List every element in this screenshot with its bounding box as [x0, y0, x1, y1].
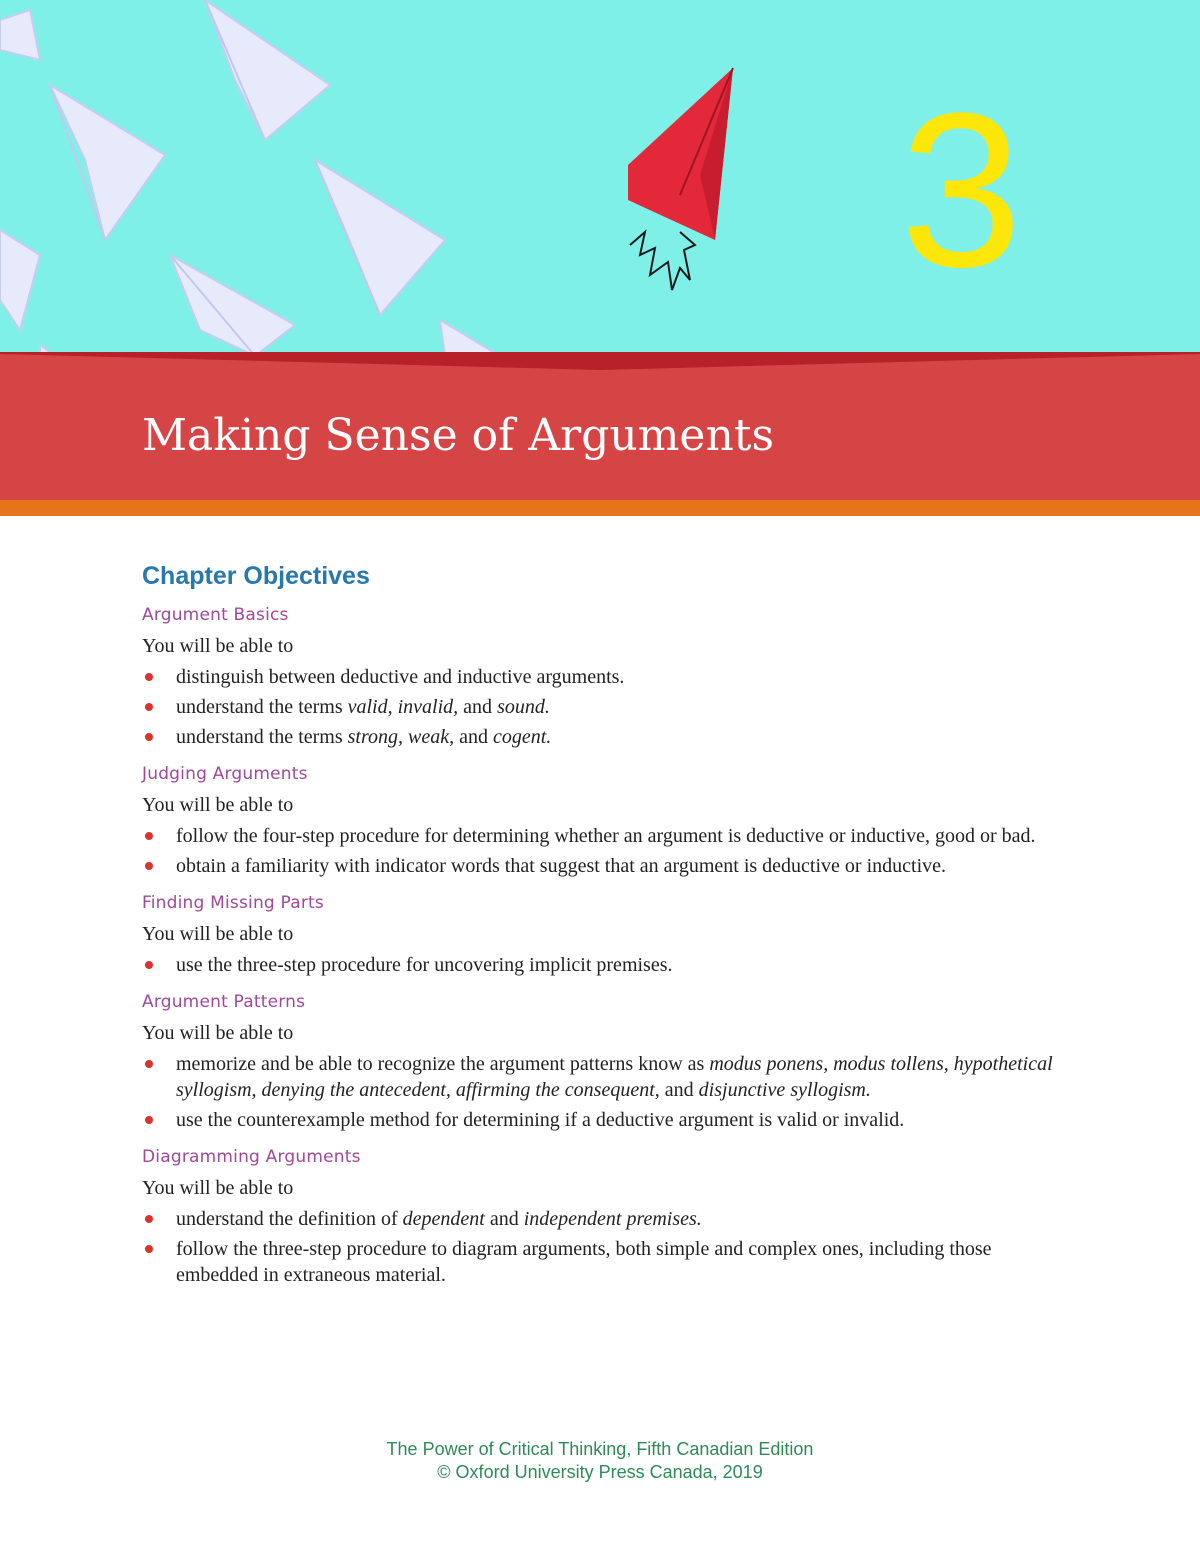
paper-plane-white [440, 320, 500, 356]
item-text: understand the terms [176, 726, 348, 748]
objective-list [142, 823, 1062, 879]
objective-section [142, 764, 1062, 879]
item-term: sound. [497, 696, 550, 718]
item-text: follow the three-step procedure to diagram arguments, both simple and complex ones, including those embedded in extraneous material. [176, 1238, 992, 1286]
item-text: distinguish between deductive and inductive arguments. [176, 666, 625, 688]
item-term: modus ponens, modus tollens, hypothetical syllogism, denying the antecedent, affirming the consequent, [176, 1053, 1053, 1101]
bullet-icon [145, 1116, 153, 1124]
item-text: and [659, 1079, 699, 1101]
section-intro: You will be able to [142, 794, 294, 816]
item-text: obtain a familiarity with indicator words that suggest that an argument is deductive or inductive. [176, 855, 946, 877]
list-item [142, 1051, 1062, 1103]
paper-plane-white [50, 85, 165, 240]
chapter-number: 3 [900, 67, 1023, 313]
item-term: disjunctive syllogism. [698, 1079, 871, 1101]
section-heading: Finding Missing Parts [142, 893, 324, 913]
paper-plane-white [205, 0, 330, 140]
section-intro: You will be able to [142, 923, 294, 945]
item-text: understand the terms [176, 696, 348, 718]
item-text: and [484, 1208, 524, 1230]
red-paper-plane [628, 68, 733, 240]
bullet-icon [145, 703, 153, 711]
list-item [142, 724, 1062, 750]
list-item [142, 1206, 1062, 1232]
section-intro: You will be able to [142, 1022, 294, 1044]
item-text: memorize and be able to recognize the argument patterns know as [176, 1053, 710, 1075]
bullet-icon [145, 862, 153, 870]
objective-list [142, 1051, 1062, 1133]
list-item [142, 952, 1062, 978]
bullet-icon [145, 1060, 153, 1068]
objective-list [142, 1206, 1062, 1288]
objective-section [142, 1147, 1062, 1288]
bullet-icon [145, 1215, 153, 1223]
item-term: independent premises. [523, 1208, 702, 1230]
section-heading: Argument Patterns [142, 992, 306, 1012]
section-intro: You will be able to [142, 635, 294, 657]
footer-copyright: © Oxford University Press Canada, 2019 [437, 1462, 763, 1482]
chapter-title: Making Sense of Arguments [142, 410, 775, 461]
objectives-heading: Chapter Objectives [142, 562, 370, 590]
list-item [142, 664, 1062, 690]
item-text: use the three-step procedure for uncovering implicit premises. [176, 954, 673, 976]
list-item [142, 1107, 1062, 1133]
list-item [142, 1236, 1062, 1288]
section-heading: Diagramming Arguments [142, 1147, 361, 1167]
footer-book-title: The Power of Critical Thinking, Fifth Canadian Edition [386, 1439, 814, 1459]
item-text: and [458, 696, 498, 718]
item-text: follow the four-step procedure for determining whether an argument is deductive or inductive, good or bad. [176, 825, 1036, 847]
list-item [142, 694, 1062, 720]
objective-section [142, 605, 1062, 750]
item-text: use the counterexample method for determining if a deductive argument is valid or invalid. [176, 1109, 905, 1131]
item-text: understand the definition of [176, 1208, 403, 1230]
item-term: dependent [402, 1208, 485, 1230]
bullet-icon [145, 733, 153, 741]
bullet-icon [145, 961, 153, 969]
item-text: and [454, 726, 493, 748]
paper-plane-white [0, 230, 40, 330]
paper-plane-white [170, 255, 295, 356]
list-item [142, 823, 1062, 849]
page-footer [0, 1438, 1200, 1484]
item-term: cogent. [493, 726, 552, 748]
section-heading: Judging Arguments [142, 764, 308, 784]
objective-list [142, 952, 1062, 978]
section-heading: Argument Basics [142, 605, 289, 625]
paper-plane-white [315, 160, 445, 315]
objective-section [142, 893, 1062, 978]
bullet-icon [145, 673, 153, 681]
exhaust-sketch [630, 232, 695, 290]
section-intro: You will be able to [142, 1177, 294, 1199]
bullet-icon [145, 832, 153, 840]
objective-section [142, 992, 1062, 1133]
objective-list [142, 664, 1062, 750]
cover-illustration [0, 0, 1200, 356]
item-term: valid, invalid, [347, 696, 459, 718]
list-item [142, 853, 1062, 879]
orange-rule [0, 500, 1200, 516]
item-term: strong, weak, [347, 726, 455, 748]
chapter-objectives [142, 562, 1062, 1302]
paper-plane-white [0, 10, 40, 60]
bullet-icon [145, 1245, 153, 1253]
title-band-shading [0, 352, 1200, 382]
